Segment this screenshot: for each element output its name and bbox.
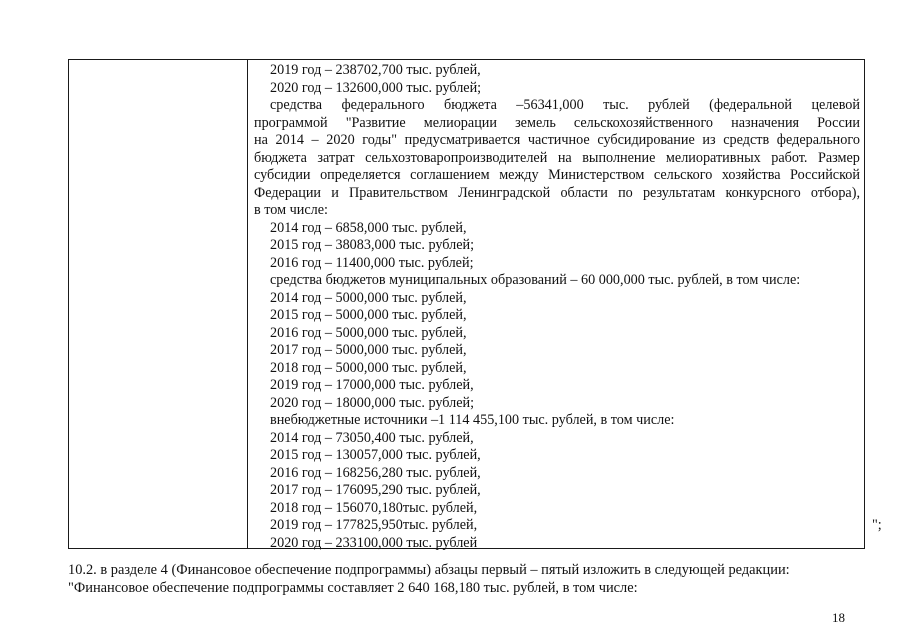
page-number: 18 bbox=[832, 610, 845, 625]
word: бюджета bbox=[443, 97, 497, 113]
table-line-justified bbox=[254, 185, 860, 203]
table-line-justified bbox=[254, 167, 860, 185]
table-line: в том числе: bbox=[254, 202, 328, 218]
word: из bbox=[702, 132, 716, 148]
word: тыс. bbox=[603, 97, 629, 113]
word: области bbox=[560, 184, 608, 201]
table-line: 2020 год – 233100,000 тыс. рублей bbox=[270, 534, 478, 551]
table-line: 2019 год – 177825,950тыс. рублей, bbox=[270, 517, 478, 533]
word: бюджета bbox=[254, 149, 307, 166]
word: затрат bbox=[317, 149, 355, 166]
table-line-justified bbox=[254, 132, 860, 150]
table-line: 2018 год – 156070,180тыс. рублей, bbox=[270, 499, 478, 516]
amendment-line: "Финансовое обеспечение подпрограммы составляет 2 640 168,180 тыс. рублей, в том числе: bbox=[68, 580, 638, 596]
amendment-text bbox=[68, 561, 790, 597]
word: мелиоративных bbox=[665, 149, 761, 166]
table-line: 2015 год – 5000,000 тыс. рублей, bbox=[270, 307, 467, 323]
table-line: 2017 год – 176095,290 тыс. рублей, bbox=[270, 482, 481, 498]
word: (федеральной bbox=[709, 97, 793, 113]
word: определяется bbox=[320, 167, 401, 183]
word: на bbox=[557, 149, 572, 166]
word: сельхозтоваропроизводителей bbox=[365, 149, 548, 166]
table-line: 2016 год – 168256,280 тыс. рублей, bbox=[270, 464, 481, 481]
table-line: 2017 год – 5000,000 тыс. рублей, bbox=[270, 342, 467, 358]
table-line: 2014 год – 73050,400 тыс. рублей, bbox=[270, 429, 474, 446]
word: результатам bbox=[642, 184, 716, 201]
word: земель bbox=[515, 114, 556, 131]
word: конкурсного bbox=[725, 184, 801, 201]
table-line: 2020 год – 132600,000 тыс. рублей; bbox=[270, 79, 482, 96]
table-line-justified bbox=[254, 115, 860, 133]
word: отбора), bbox=[810, 184, 860, 201]
table-line: средства бюджетов муниципальных образований – 60 000,000 тыс. рублей, в том числе: bbox=[270, 272, 801, 288]
word: 2014 bbox=[275, 132, 304, 148]
table-line-justified bbox=[254, 97, 860, 115]
word: годы" bbox=[362, 132, 397, 148]
word: сельского bbox=[653, 167, 713, 183]
table-line: 2019 год – 238702,700 тыс. рублей, bbox=[270, 62, 481, 78]
table-column-divider bbox=[247, 59, 248, 549]
word: назначения bbox=[731, 114, 800, 131]
word: федерального bbox=[776, 132, 860, 148]
word: работ. bbox=[771, 149, 808, 166]
table-line: 2020 год – 18000,000 тыс. рублей; bbox=[270, 394, 475, 411]
word: предусматривается bbox=[404, 132, 521, 148]
word: Размер bbox=[817, 149, 860, 166]
word: Ленинградской bbox=[458, 184, 551, 201]
word: хозяйства bbox=[721, 167, 781, 183]
word: средств bbox=[723, 132, 770, 148]
word: субсидирование bbox=[597, 132, 695, 148]
table-line-justified bbox=[254, 150, 860, 168]
word: Российской bbox=[790, 167, 860, 183]
word: частичное bbox=[527, 132, 590, 148]
amendment-line: 10.2. в разделе 4 (Финансовое обеспечение подпрограммы) абзацы первый – пятый изложить в следующей редакции: bbox=[68, 562, 790, 578]
word: между bbox=[499, 167, 539, 183]
word: России bbox=[817, 114, 860, 131]
word: федерального bbox=[341, 97, 425, 113]
word: на bbox=[254, 132, 268, 148]
word: сельскохозяйственного bbox=[573, 114, 714, 131]
word: по bbox=[618, 184, 633, 201]
table-line: 2019 год – 17000,000 тыс. рублей, bbox=[270, 377, 474, 393]
table-line: 2014 год – 6858,000 тыс. рублей, bbox=[270, 219, 467, 236]
word: Министерством bbox=[548, 167, 645, 183]
word: целевой bbox=[811, 97, 860, 113]
word: –56341,000 bbox=[516, 97, 584, 113]
closing-quote: "; bbox=[872, 517, 882, 533]
table-line: внебюджетные источники –1 114 455,100 тыс. рублей, в том числе: bbox=[270, 412, 675, 428]
word: программой bbox=[254, 114, 328, 131]
table-line: 2015 год – 130057,000 тыс. рублей, bbox=[270, 447, 481, 463]
table-line: 2016 год – 5000,000 тыс. рублей, bbox=[270, 324, 467, 341]
word: Федерации bbox=[254, 184, 322, 201]
table-line: 2016 год – 11400,000 тыс. рублей; bbox=[270, 254, 474, 271]
table-line: 2015 год – 38083,000 тыс. рублей; bbox=[270, 237, 475, 253]
word: средства bbox=[270, 97, 323, 113]
word: – bbox=[311, 132, 319, 148]
word: рублей bbox=[648, 97, 690, 113]
word: "Развитие bbox=[345, 114, 406, 131]
table-line: 2018 год – 5000,000 тыс. рублей, bbox=[270, 359, 467, 376]
word: субсидии bbox=[254, 167, 311, 183]
word: мелиорации bbox=[423, 114, 497, 131]
word: 2020 bbox=[326, 132, 355, 148]
word: соглашением bbox=[410, 167, 490, 183]
table-cell-text bbox=[254, 62, 860, 552]
word: выполнение bbox=[582, 149, 656, 166]
table-line: 2014 год – 5000,000 тыс. рублей, bbox=[270, 289, 467, 306]
word: и bbox=[331, 184, 339, 201]
word: Правительством bbox=[348, 184, 448, 201]
